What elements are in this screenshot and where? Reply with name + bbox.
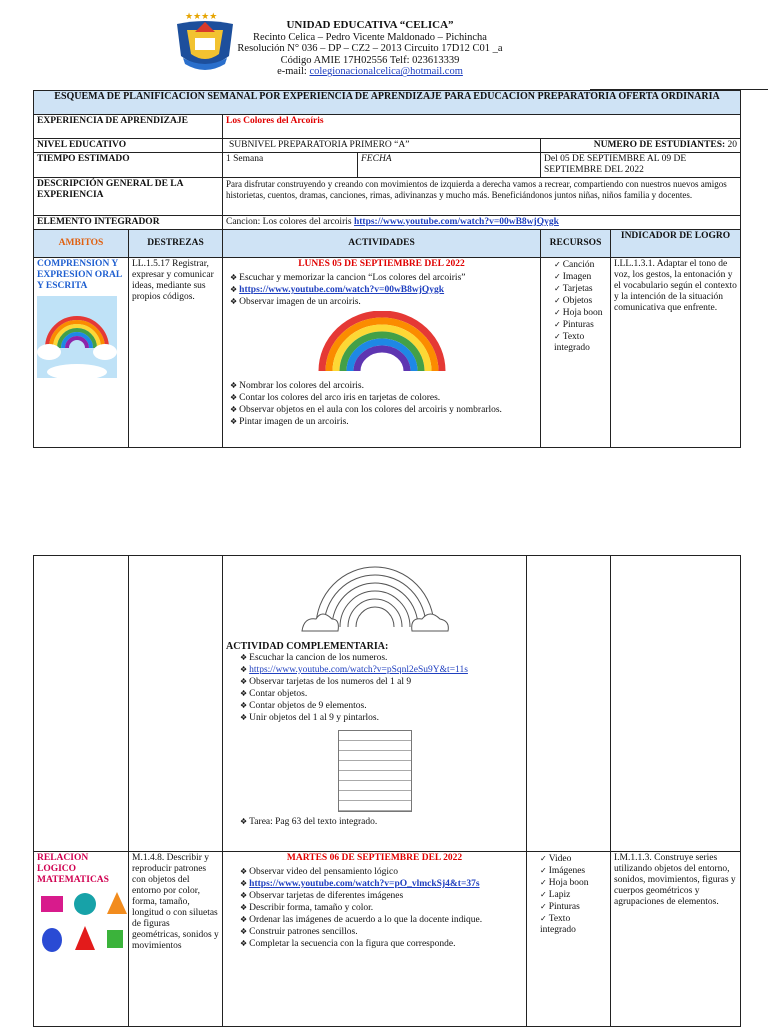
header-line-2: Recinto Celica – Pedro Vicente Maldonado – Pichincha [253,31,487,43]
list-item: ✓ Canción [554,259,607,271]
row1-acts-a [226,272,537,308]
col-destrezas: DESTREZAS [129,230,223,258]
list-item: ✓ Objetos [554,295,607,307]
p2-destreza-empty [129,556,223,852]
list-item: ❖ Observar objetos en el aula con los colores del arcoiris y nombrarlos. [230,404,537,416]
p2-tarea-list [226,816,523,828]
nivel-label: NIVEL EDUCATIVO [34,139,223,153]
fecha-value: Del 05 DE SEPTIEMBRE AL 09 DE SEPTIEMBRE DEL 2022 [541,153,741,178]
list-item: ✓ Tarjetas [554,283,607,295]
col-indicador: INDICADOR DE LOGRO [611,230,741,258]
rainbow-outline-image [226,561,523,641]
row1-acts-c [226,380,537,428]
list-item: ❖ Escuchar la cancion de los numeros. [240,652,523,664]
row1-ambito-cell [34,258,129,448]
row2-recursos-cell [527,852,611,1027]
rainbow-cloud-image [37,296,117,378]
list-item: ✓ Pinturas [540,901,607,913]
row1-actividades [223,258,541,448]
list-item: ❖ Pintar imagen de un arcoiris. [230,416,537,428]
list-item: ✓ Texto integrado [554,331,607,354]
exp-value: Los Colores del Arcoíris [223,115,741,139]
row1-recursos-cell [541,258,611,448]
list-item: ✓ Imagen [554,271,607,283]
row2-day: MARTES 06 DE SEPTIEMBRE DEL 2022 [286,853,463,863]
list-item: ❖ Nombrar los colores del arcoiris. [230,380,537,392]
num-value: 20 [727,140,738,150]
list-item: ✓ Hoja boon [554,307,607,319]
elem-text: Cancion: Los colores del arcoiris [226,217,354,227]
exp-label: EXPERIENCIA DE APRENDIZAJE [34,115,223,139]
list-item: ✓ Lapiz [540,889,607,901]
row1-day: LUNES 05 DE SEPTIEMBRE DEL 2022 [298,259,465,269]
list-item: ✓ Pinturas [554,319,607,331]
row2-indicador: I.M.1.1.3. Construye series utilizando objetos del entorno, sonidos, movimientos, figuras y cuerpos geométricos y agrupaciones de elementos. [611,852,741,1027]
list-item: ❖ Ordenar las imágenes de acuerdo a lo que la docente indique. [240,914,523,926]
rainbow-image [226,311,537,377]
list-item: ❖ Contar los colores del arco iris en tarjetas de colores. [230,392,537,404]
row1-indicador: I.LL.1.3.1. Adaptar el tono de voz, los gestos, la entonación y el vocabulario según el contexto y la intención de la situación comunicativa que enfrente. [611,258,741,448]
p2-acts [226,652,523,724]
list-item: ✓ Video [540,853,607,865]
p2-recursos-empty [527,556,611,852]
list-item: ❖ Construir patrones sencillos. [240,926,523,938]
nivel-value: SUBNIVEL PREPARATORIA PRIMERO “A” [223,139,541,153]
elem-link[interactable]: https://www.youtube.com/watch?v=00wB8wjQygk [353,217,559,227]
tarea-item: ❖ Tarea: Pag 63 del texto integrado. [240,816,523,828]
col-actividades: ACTIVIDADES [223,230,541,258]
row1-ambito: COMPRENSION Y EXPRESION ORAL Y ESCRITA [37,259,122,291]
desc-label: DESCRIPCIÓN GENERAL DE LA EXPERIENCIA [34,178,223,216]
row2-ambito-cell [34,852,129,1027]
email-label: e-mail: [277,66,310,78]
p2-indicador-empty [611,556,741,852]
list-item: ❖ Contar objetos. [240,688,523,700]
row2-acts [226,866,523,950]
list-item: ❖ Completar la secuencia con la figura que corresponde. [240,938,523,950]
list-item: ❖ Observar tarjetas de diferentes imágenes [240,890,523,902]
num-estudiantes [541,139,741,153]
list-item [230,284,537,296]
list-item: ❖ Unir objetos del 1 al 9 y pintarlos. [240,712,523,724]
planning-table-continued [33,555,741,1027]
row1-video-link[interactable]: https://www.youtube.com/watch?v=00wB8wjQygk [239,285,445,295]
desc-value: Para disfrutar construyendo y creando con movimientos de izquierda a derecha vamos a recrear, compartiendo con nuestros nuevos amigos historietas, cuentos, dramas, canciones, rimas, adivinanzas y mucho más. Beneficiándonos juntos niñas, niños familia y docentes. [223,178,741,216]
p2-video-link[interactable]: https://www.youtube.com/watch?v=pSqnl2eSu9Y&t=11s [249,665,468,675]
school-header [160,20,580,78]
row2-recursos [530,853,607,936]
list-item: ❖ Observar video del pensamiento lógico [240,866,523,878]
row2-ambito: RELACION LOGICO MATEMATICAS [37,853,109,885]
list-item: ✓ Texto integrado [540,913,607,936]
list-item: ❖ Escuchar y memorizar la cancion “Los colores del arcoiris” [230,272,537,284]
p2-ambito-empty [34,556,129,852]
counting-worksheet-image [338,730,412,812]
list-item [240,664,523,676]
header-line-3: Resolución N° 036 – DP – CZ2 – 2013 Circuito 17D12 C01 _a [237,43,503,55]
school-name: UNIDAD EDUCATIVA “CELICA” [286,19,454,31]
email-link[interactable]: colegionacionalcelica@hotmail.com [309,66,463,78]
svg-text:★★★★: ★★★★ [185,11,218,21]
row1-recursos [544,259,607,354]
col-ambitos: AMBITOS [34,230,129,258]
list-item: ✓ Imágenes [540,865,607,877]
elem-label: ELEMENTO INTEGRADOR [34,216,223,230]
row2-video-link[interactable]: https://www.youtube.com/watch?v=pO_vlmckSj4&t=37s [249,879,480,889]
list-item: ❖ Describir forma, tamaño y color. [240,902,523,914]
elem-value [223,216,741,230]
header-email-line [160,66,580,78]
list-item: ❖ Observar tarjetas de los numeros del 1 al 9 [240,676,523,688]
row2-destreza: M.1.4.8. Describir y reproducir patrones con objetos del entorno por color, forma, tamaño, longitud o con siluetas de figuras geométricas, sonidos y movimientos [129,852,223,1027]
list-item: ✓ Hoja boon [540,877,607,889]
row2-actividades [223,852,527,1027]
planning-table [33,90,741,448]
geometric-shapes-image [37,890,125,974]
fecha-label: FECHA [358,153,541,178]
header-line-4: Código AMIE 17H02556 Telf: 023613339 [280,54,460,66]
list-item: ❖ Observar imagen de un arcoiris. [230,296,537,308]
tiempo-value: 1 Semana [223,153,358,178]
num-label: NUMERO DE ESTUDIANTES: [593,140,726,150]
list-item: ❖ Contar objetos de 9 elementos. [240,700,523,712]
p2-actividades [223,556,527,852]
comp-title: ACTIVIDAD COMPLEMENTARIA: [226,641,389,652]
row1-destreza: LL.1.5.17 Registrar, expresar y comunicar ideas, mediante sus propios códigos. [129,258,223,448]
list-item [240,878,523,890]
plan-title: ESQUEMA DE PLANIFICACION SEMANAL POR EXPERIENCIA DE APRENDIZAJE PARA EDUCACION PREPARATORIA OFERTA ORDINARIA [34,91,741,115]
col-recursos: RECURSOS [541,230,611,258]
tiempo-label: TIEMPO ESTIMADO [34,153,223,178]
